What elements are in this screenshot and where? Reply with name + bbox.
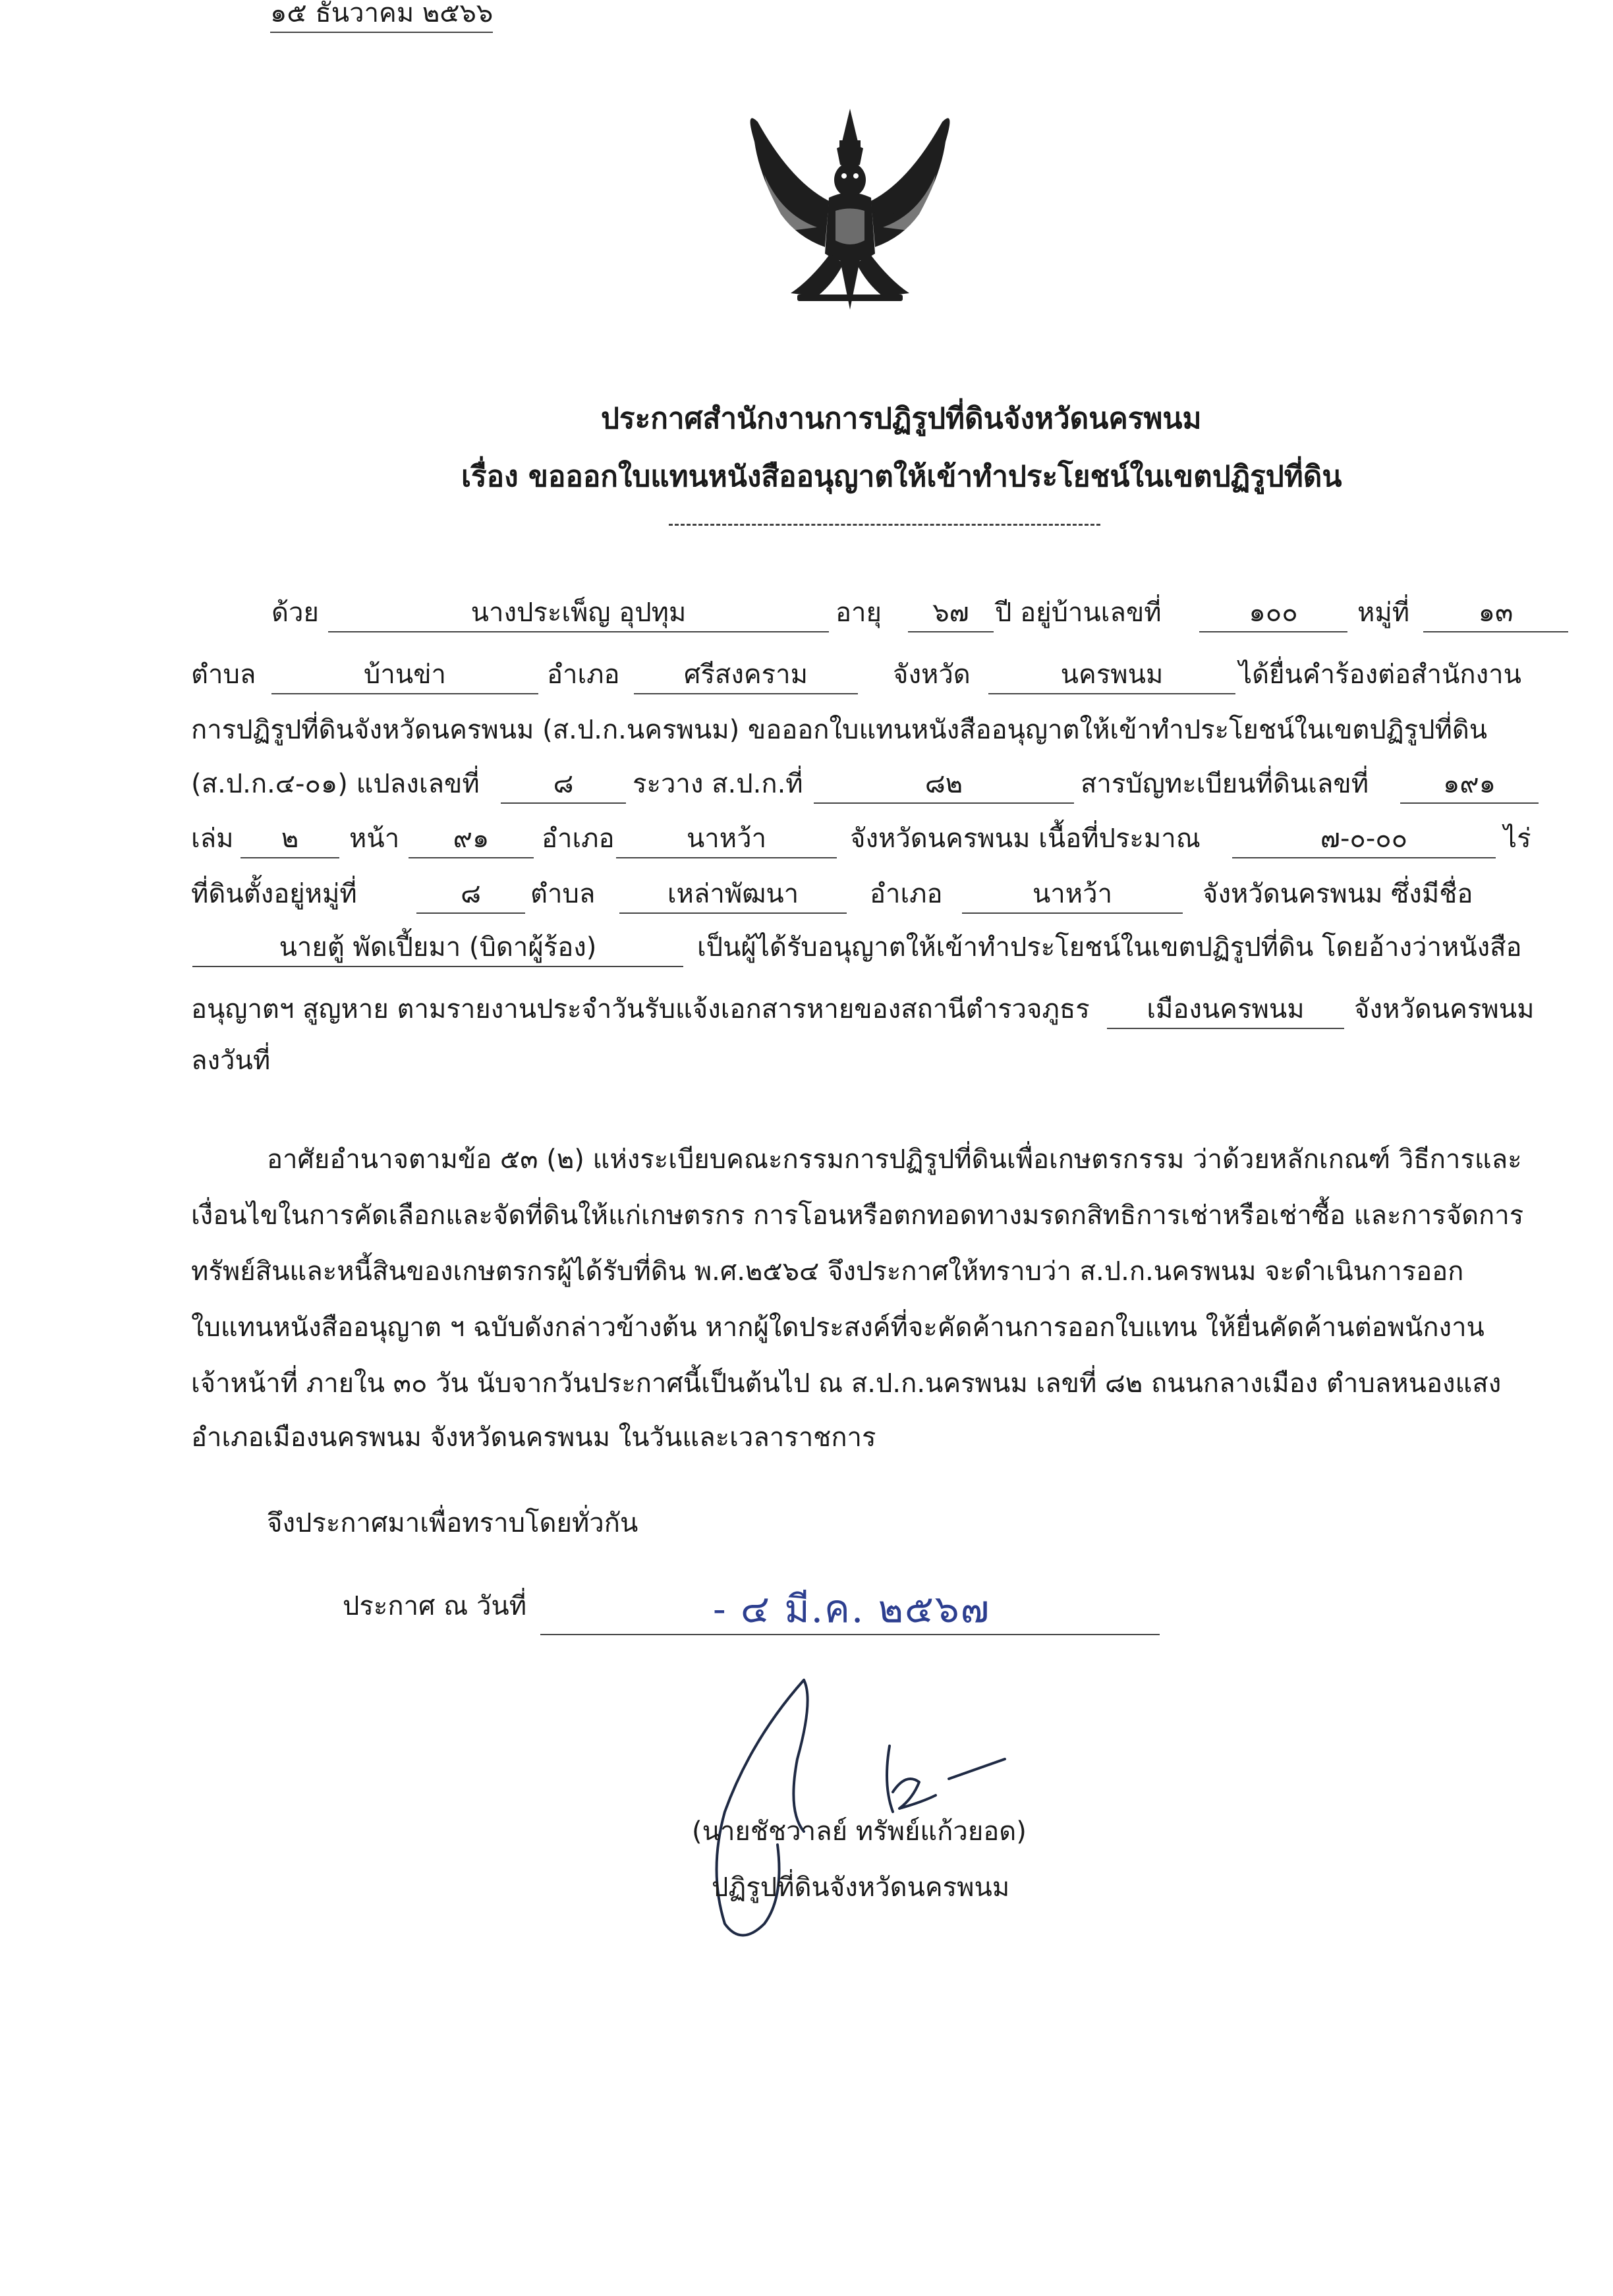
label-land-moo: ที่ดินตั้งอยู่หมู่ที่ — [191, 879, 357, 909]
page-number: ๙๑ — [409, 826, 534, 858]
label-rawang: ระวาง ส.ป.ก.ที่ — [633, 769, 803, 799]
land-amphoe-value: นาหว้า — [962, 881, 1183, 914]
body-line-4: ใบแทนหนังสืออนุญาต ฯ ฉบับดังกล่าวข้างต้น หากผู้ใดประสงค์ที่จะคัดค้านการออกใบแทน ให้ยื่นคัดค้านต่อพนักงาน — [191, 1312, 1485, 1343]
line3-text: การปฏิรูปที่ดินจังหวัดนครพนม (ส.ป.ก.นครพนม) ขอออกใบแทนหนังสืออนุญาตให้เข้าทำประโยชน์ในเขตปฏิรูปที่ดิน — [191, 715, 1488, 745]
label-report-date: ลงวันที่ — [191, 1046, 271, 1076]
amphoe-value: ศรีสงคราม — [634, 661, 858, 694]
label-area-unit: ไร่ — [1504, 824, 1531, 854]
label-land-tambon: ตำบล — [530, 879, 596, 909]
label-area: จังหวัดนครพนม เนื้อที่ประมาณ — [850, 824, 1201, 854]
tambon-value: บ้านข่า — [271, 661, 538, 694]
land-tambon-value: เหล่าพัฒนา — [619, 881, 847, 914]
body-line-5: เจ้าหน้าที่ ภายใน ๓๐ วัน นับจากวันประกาศนี้เป็นต้นไป ณ ส.ป.ก.นครพนม เลขที่ ๘๒ ถนนกลางเมือง ตำบลหนองแสง — [191, 1368, 1502, 1399]
label-announce-date: ประกาศ ณ วันที่ — [343, 1591, 527, 1621]
report-date: ๑๕ ธันวาคม ๒๕๖๖ — [270, 0, 493, 33]
label-prefix: ด้วย — [271, 598, 319, 628]
label-amphoe: อำเภอ — [547, 659, 620, 690]
land-moo-value: ๘ — [416, 881, 525, 914]
amphoe-value-2: นาหว้า — [616, 826, 837, 858]
line8-prefix: อนุญาตฯ สูญหาย ตามรายงานประจำวันรับแจ้งเอกสารหายของสถานีตำรวจภูธร — [191, 994, 1090, 1024]
book-number: ๒ — [241, 826, 339, 858]
province-value: นครพนม — [988, 661, 1235, 694]
signer-position: ปฏิรูปที่ดินจังหวัดนครพนม — [712, 1872, 1010, 1903]
label-register: สารบัญทะเบียนที่ดินเลขที่ — [1081, 769, 1369, 799]
body-line-1: อาศัยอำนาจตามข้อ ๕๓ (๒) แห่งระเบียบคณะกรรมการปฏิรูปที่ดินเพื่อเกษตรกรรม ว่าด้วยหลักเกณฑ์ วิธีการและ — [267, 1144, 1522, 1175]
label-age: อายุ — [835, 598, 882, 628]
register-number: ๑๙๑ — [1400, 771, 1539, 804]
applicant-name: นางประเพ็ญ อุปทุม — [328, 600, 829, 632]
title-line-2: เรื่อง ขอออกใบแทนหนังสืออนุญาตให้เข้าทำประโยชน์ในเขตปฏิรูปที่ดิน — [461, 460, 1342, 493]
line2-tail: ได้ยื่นคำร้องต่อสำนักงาน — [1239, 659, 1521, 690]
announce-date-stamp: - ๔ มี.ค. ๒๕๖๗ — [713, 1586, 991, 1631]
body-line-6: อำเภอเมืองนครพนม จังหวัดนครพนม ในวันและเวลาราชการ — [191, 1422, 876, 1453]
label-book: เล่ม — [191, 824, 234, 854]
handwritten-signature — [672, 1660, 1041, 1950]
line7-tail: เป็นผู้ได้รับอนุญาตให้เข้าทำประโยชน์ในเขตปฏิรูปที่ดิน โดยอ้างว่าหนังสือ — [697, 932, 1522, 963]
holder-name: นายตู้ พัดเปี้ยมา (บิดาผู้ร้อง) — [192, 934, 683, 967]
applicant-age: ๖๗ — [908, 600, 994, 632]
garuda-emblem-seal — [718, 96, 982, 326]
signer-name: (นายชัชวาลย์ ทรัพย์แก้วยอด) — [692, 1816, 1027, 1847]
label-age-unit: ปี อยู่บ้านเลขที่ — [995, 598, 1162, 628]
moo-number: ๑๓ — [1423, 600, 1568, 632]
line6-tail: จังหวัดนครพนม ซึ่งมีชื่อ — [1203, 879, 1473, 909]
closing-text: จึงประกาศมาเพื่อทราบโดยทั่วกัน — [267, 1508, 638, 1538]
area-value: ๗-๐-๐๐ — [1232, 826, 1496, 858]
police-station: เมืองนครพนม — [1107, 996, 1344, 1029]
label-land-amphoe: อำเภอ — [870, 879, 943, 909]
label-moo: หมู่ที่ — [1357, 598, 1410, 628]
house-number: ๑๐๐ — [1199, 600, 1347, 632]
line8-tail: จังหวัดนครพนม — [1354, 994, 1535, 1024]
body-line-2: เงื่อนไขในการคัดเลือกและจัดที่ดินให้แก่เกษตรกร การโอนหรือตกทอดทางมรดกสิทธิการเช่าหรือเช่าซื้อ และการจัดการ — [191, 1200, 1524, 1231]
plot-number: ๘ — [501, 771, 626, 804]
label-province: จังหวัด — [893, 659, 971, 690]
label-plot: (ส.ป.ก.๔-๐๑) แปลงเลขที่ — [191, 769, 480, 799]
title-line-1: ประกาศสำนักงานการปฏิรูปที่ดินจังหวัดนครพนม — [601, 402, 1202, 435]
label-tambon: ตำบล — [191, 659, 256, 690]
title-divider — [669, 524, 1100, 526]
body-line-3: ทรัพย์สินและหนี้สินของเกษตรกรผู้ได้รับที่ดิน พ.ศ.๒๕๖๔ จึงประกาศให้ทราบว่า ส.ป.ก.นครพนม จะดำเนินการออก — [191, 1256, 1464, 1287]
label-amphoe-2: อำเภอ — [542, 824, 615, 854]
rawang-number: ๘๒ — [814, 771, 1074, 804]
label-page: หน้า — [349, 824, 400, 854]
